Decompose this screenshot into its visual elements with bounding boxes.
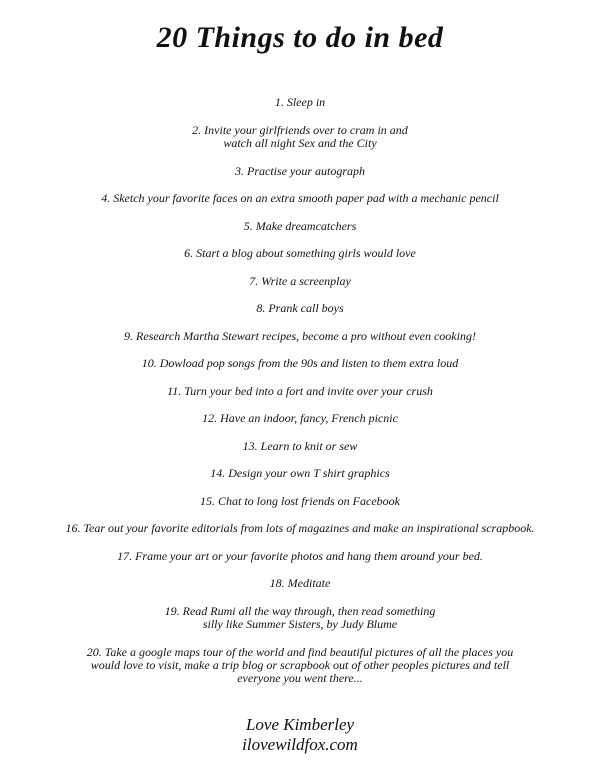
list-item: 13. Learn to knit or sew [242,438,358,453]
list-item: 3. Practise your autograph [235,163,365,178]
list-item: 8. Prank call boys [256,301,344,315]
list-item: 5. Make dreamcatchers [243,218,357,233]
things-list [0,96,600,700]
list-item: 12. Have an indoor, fancy, French picnic [202,411,398,425]
list-item: 15. Chat to long lost friends on Facebook [200,493,400,508]
list-item: 4. Sketch your favorite faces on an extra smooth paper pad with a mechanic pencil [101,191,499,205]
list-item: 11. Turn your bed into a fort and invite over your crush [167,383,433,398]
list-item: 18. Meditate [269,576,331,590]
list-item: 1. Sleep in [274,95,326,109]
signature-website: ilovewildfox.com [242,735,358,754]
list-item: 9. Research Martha Stewart recipes, become a pro without even cooking! [124,328,476,343]
list-item: 20. Take a google maps tour of the world and find beautiful pictures of all the places you would love to visit, make a trip blog or scrapbook out of other peoples pictures and tell everyone you went there... [86,644,514,685]
list-item: 2. Invite your girlfriends over to cram in and watch all night Sex and the City [192,122,408,150]
list-item: 16. Tear out your favorite editorials from lots of magazines and make an inspirational scrapbook. [65,521,535,535]
signature [0,715,600,755]
list-item: 6. Start a blog about something girls would love [184,246,416,260]
list-item: 17. Frame your art or your favorite photos and hang them around your bed. [117,548,483,563]
list-item: 7. Write a screenplay [249,273,351,288]
page-title: 20 Things to do in bed [156,21,444,54]
list-item: 10. Dowload pop songs from the 90s and listen to them extra loud [141,356,459,370]
list-item: 14. Design your own T shirt graphics [210,466,390,480]
list-item: 19. Read Rumi all the way through, then read something silly like Summer Sisters, by Judy Blume [164,603,436,631]
signature-name: Love Kimberley [245,715,355,734]
